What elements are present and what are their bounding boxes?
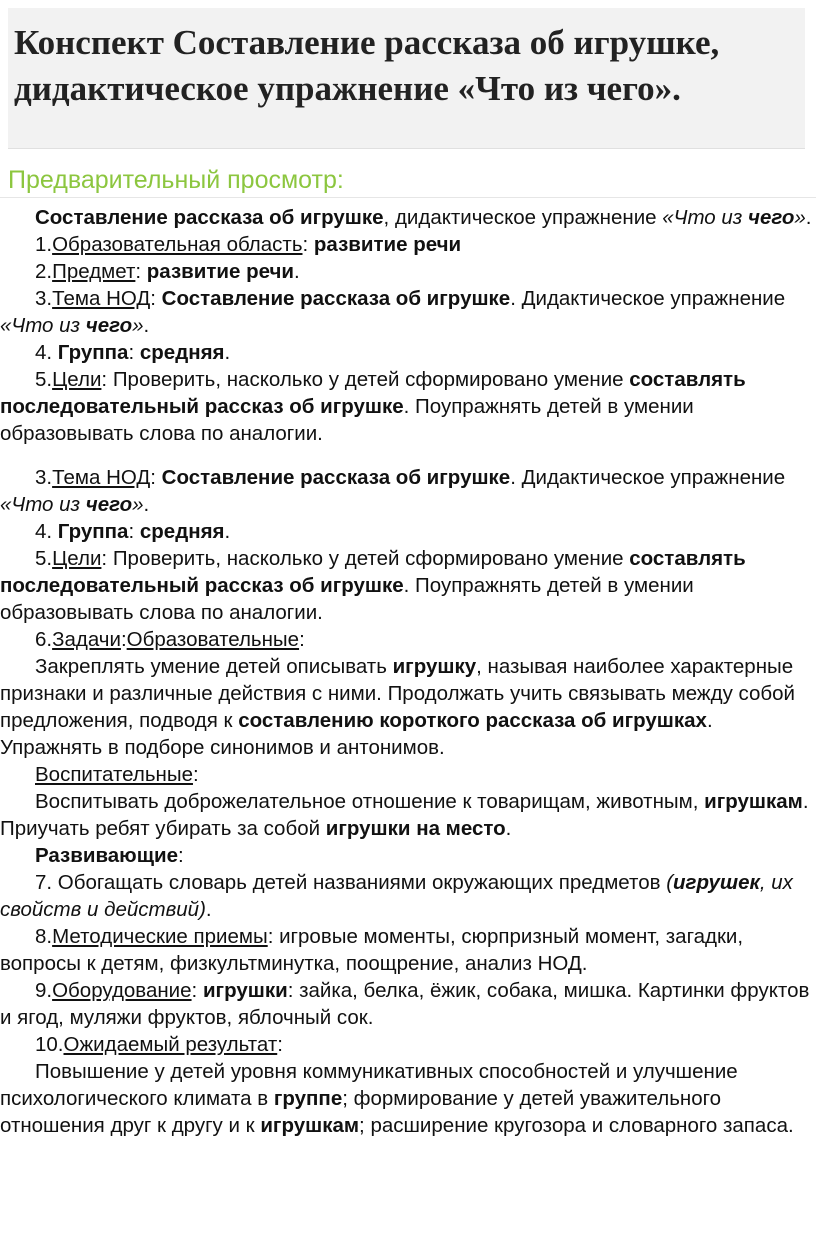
text: . Дидактическое упражнение xyxy=(510,287,786,310)
text: : xyxy=(302,233,314,256)
text: : xyxy=(150,466,162,489)
bold-text: развитие речи xyxy=(146,260,295,283)
text: : xyxy=(128,520,140,543)
bold-text: составлять последовательный рассказ об игрушке xyxy=(0,547,746,597)
text: . xyxy=(805,206,812,229)
text: . xyxy=(224,520,231,543)
number: 3. xyxy=(35,466,53,489)
underlined-text: Задачи xyxy=(52,628,121,651)
text: Повышение у детей уровня коммуникативных способностей и улучшение психологического климата в xyxy=(0,1060,738,1110)
number: 8. xyxy=(35,925,53,948)
item-1 xyxy=(0,231,812,258)
item-9 xyxy=(0,977,812,1031)
item-8 xyxy=(0,923,812,977)
item-3-repeat xyxy=(0,464,812,518)
text: : xyxy=(178,844,184,867)
number: 4. xyxy=(35,341,58,364)
upbringing-tasks xyxy=(0,788,812,842)
bold-text: Развивающие xyxy=(35,844,178,867)
text: : зайка, белка, ёжик, собака, мишка. Картинки фруктов и ягод, муляжи фруктов, яблочный сок. xyxy=(0,979,810,1029)
bold-text: игрушку xyxy=(392,655,477,678)
italic-text: , их свойств и действий) xyxy=(0,871,793,921)
italic-text: ( xyxy=(666,871,674,894)
bold-text: группе xyxy=(273,1087,343,1110)
text: : Проверить, насколько у детей сформировано умение xyxy=(101,368,630,391)
item-7 xyxy=(0,869,812,923)
page-title: Конспект Составление рассказа об игрушке, дидактическое упражнение «Что из чего». xyxy=(14,23,720,108)
underlined-text: Оборудование xyxy=(52,979,192,1002)
text: , называя наиболее характерные признаки и различные действия с ними. Продолжать учить связывать между собой предложения, подводя к xyxy=(0,655,795,732)
bold-text: средняя xyxy=(139,520,225,543)
underlined-text: Цели xyxy=(52,368,102,391)
text: : xyxy=(120,628,127,651)
bold-italic-text: чего xyxy=(85,493,133,516)
number: 9. xyxy=(35,979,53,1002)
bold-text: развитие речи xyxy=(313,233,462,256)
bold-text: Составление рассказа об игрушке xyxy=(35,206,384,229)
text: : игровые моменты, сюрпризный момент, загадки, вопросы к детям, физкультминутка, поощрение, анализ НОД. xyxy=(0,925,744,975)
number: 3. xyxy=(35,287,53,310)
number: 1. xyxy=(35,233,53,256)
underlined-text: Тема НОД xyxy=(52,287,151,310)
document-body xyxy=(0,204,812,1139)
number: 5. xyxy=(35,547,53,570)
bold-italic-text: игрушек xyxy=(673,871,760,894)
bold-text: игрушки xyxy=(202,979,288,1002)
bold-text: средняя xyxy=(139,341,225,364)
italic-text: » xyxy=(132,493,144,516)
text: . Упражнять в подборе синонимов и антонимов. xyxy=(0,709,713,759)
educational-tasks xyxy=(0,653,812,761)
text: : xyxy=(191,979,203,1002)
spacer xyxy=(0,447,812,464)
developing-heading xyxy=(0,842,812,869)
text: . Дидактическое упражнение xyxy=(510,466,786,489)
text: . xyxy=(143,493,150,516)
bold-italic-text: чего xyxy=(85,314,133,337)
item-5-repeat xyxy=(0,545,812,626)
text: Воспитывать доброжелательное отношение к товарищам, животным, xyxy=(35,790,705,813)
text: . Поупражнять детей в умении образовывать слова по аналогии. xyxy=(0,574,694,624)
preview-label: Предварительный просмотр: xyxy=(8,166,344,194)
text: , дидактическое упражнение xyxy=(383,206,663,229)
title-box xyxy=(8,8,805,149)
underlined-text: Цели xyxy=(52,547,102,570)
number: 4. xyxy=(35,520,58,543)
underlined-text: Образовательная область xyxy=(52,233,303,256)
upbringing-heading xyxy=(0,761,812,788)
underlined-text: Ожидаемый результат xyxy=(63,1033,278,1056)
text: ; расширение кругозора и словарного запаса. xyxy=(359,1114,794,1137)
bold-text: игрушки на место xyxy=(325,817,506,840)
item-6 xyxy=(0,626,812,653)
item-3 xyxy=(0,285,812,339)
italic-text: «Что из xyxy=(0,314,86,337)
italic-text: » xyxy=(794,206,806,229)
text: . xyxy=(205,898,212,921)
text: : xyxy=(299,628,305,651)
expected-result xyxy=(0,1058,812,1139)
intro-paragraph xyxy=(0,204,812,231)
text: : xyxy=(192,763,199,786)
italic-text: «Что из xyxy=(662,206,749,229)
bold-text: Группа xyxy=(57,341,129,364)
bold-text: Составление рассказа об игрушке xyxy=(161,466,511,489)
underlined-text: Методические приемы xyxy=(52,925,268,948)
bold-text: Группа xyxy=(57,520,129,543)
text: 7. Обогащать словарь детей названиями окружающих предметов xyxy=(35,871,667,894)
underlined-text: Образовательные xyxy=(126,628,300,651)
italic-text: «Что из xyxy=(0,493,86,516)
text: . xyxy=(143,314,150,337)
underlined-text: Тема НОД xyxy=(52,466,151,489)
divider xyxy=(0,197,816,198)
item-2 xyxy=(0,258,812,285)
bold-text: составлять последовательный рассказ об игрушке xyxy=(0,368,746,418)
bold-text: Составление рассказа об игрушке xyxy=(161,287,511,310)
bold-text: игрушкам xyxy=(704,790,803,813)
text: . xyxy=(224,341,231,364)
item-5 xyxy=(0,366,812,447)
text: ; формирование у детей уважительного отношения друг к другу и к xyxy=(0,1087,722,1137)
text: : xyxy=(277,1033,283,1056)
bold-italic-text: чего xyxy=(748,206,795,229)
bold-text: составлению короткого рассказа об игрушках xyxy=(238,709,707,732)
text: . Поупражнять детей в умении образовывать слова по аналогии. xyxy=(0,395,694,445)
number: 6. xyxy=(35,628,53,651)
item-4-repeat xyxy=(0,518,812,545)
text: : Проверить, насколько у детей сформировано умение xyxy=(101,547,630,570)
bold-text: игрушкам xyxy=(260,1114,360,1137)
item-10 xyxy=(0,1031,812,1058)
number: 5. xyxy=(35,368,53,391)
text: . Приучать ребят убирать за собой xyxy=(0,790,809,840)
text: . xyxy=(505,817,512,840)
item-4 xyxy=(0,339,812,366)
text: : xyxy=(128,341,140,364)
text: Закреплять умение детей описывать xyxy=(35,655,393,678)
text: . xyxy=(294,260,300,283)
text: : xyxy=(135,260,147,283)
number: 10. xyxy=(35,1033,64,1056)
underlined-text: Предмет xyxy=(52,260,136,283)
number: 2. xyxy=(35,260,53,283)
italic-text: » xyxy=(132,314,144,337)
underlined-text: Воспитательные xyxy=(35,763,193,786)
text: : xyxy=(150,287,162,310)
